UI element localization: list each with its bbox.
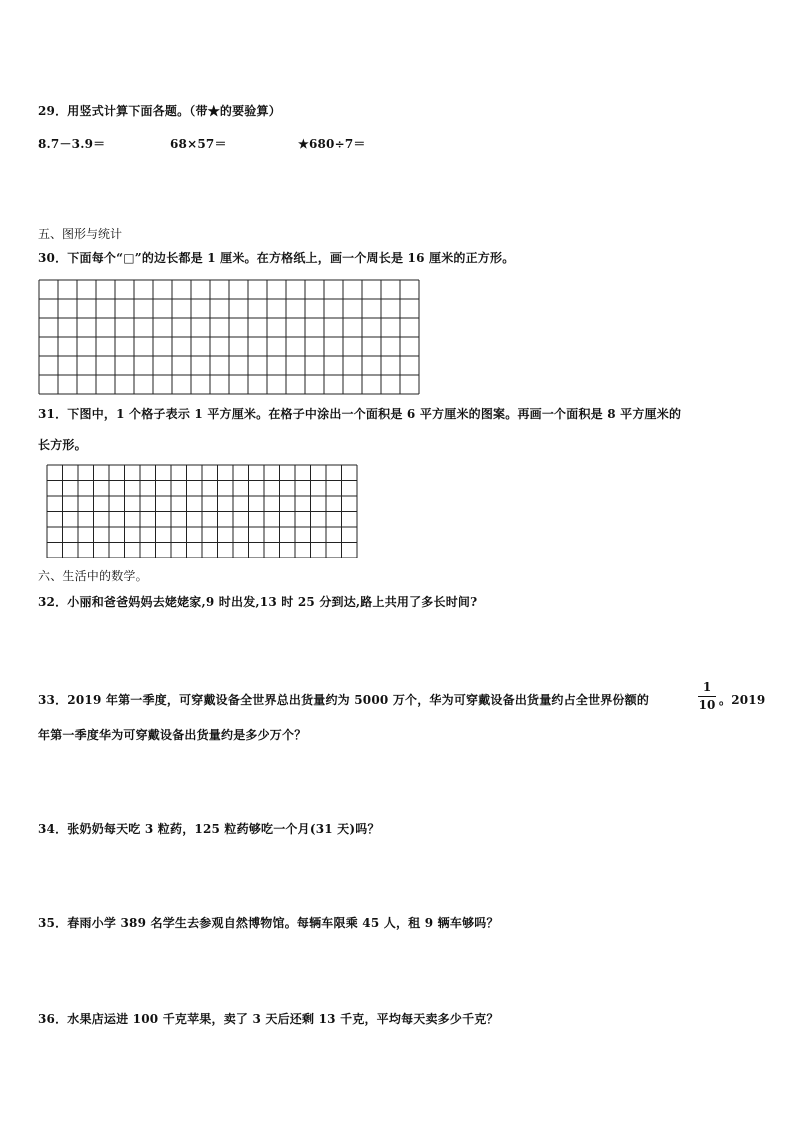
q30-square-grid <box>38 279 420 395</box>
q35-text: 35．春雨小学 389 名学生去参观自然博物馆。每辆车限乘 45 人，租 9 辆车够吗？ <box>38 916 499 930</box>
q32-text: 32．小丽和爸爸妈妈去姥姥家,9 时出发,13 时 25 分到达,路上共用了多长时间? <box>38 595 478 609</box>
q33-line2: 年第一季度华为可穿戴设备出货量约是多少万个？ <box>38 728 307 742</box>
q29-item-2: 68×57＝ <box>170 137 227 151</box>
q29-item-3: ★680÷7＝ <box>298 137 366 151</box>
q31-title-line2: 长方形。 <box>38 438 87 452</box>
q30-title: 30．下面每个“□”的边长都是 1 厘米。在方格纸上，画一个周长是 16 厘米的正方形。 <box>38 251 515 265</box>
q33-line1-end: 。2019 <box>719 693 766 707</box>
q36-text: 36．水果店运进 100 千克苹果，卖了 3 天后还剩 13 千克，平均每天卖多少千克？ <box>38 1012 499 1026</box>
fraction-denominator: 10 <box>698 698 716 712</box>
q29-item-1: 8.7－3.9＝ <box>38 137 106 151</box>
section-5-heading: 五、图形与统计 <box>38 227 123 241</box>
fraction-bar <box>698 696 716 697</box>
q33-fraction <box>697 681 717 712</box>
q31-square-grid <box>46 464 364 558</box>
q29-title: 29．用竖式计算下面各题。（带★的要验算） <box>38 104 281 118</box>
fraction-numerator: 1 <box>702 680 712 694</box>
q33-line1-start: 33．2019 年第一季度，可穿戴设备全世界总出货量约为 5000 万个，华为可穿戴设备出货量约占全世界份额的 <box>38 693 650 707</box>
section-6-heading: 六、生活中的数学。 <box>38 569 148 583</box>
q31-title-line1: 31．下图中，1 个格子表示 1 平方厘米。在格子中涂出一个面积是 6 平方厘米的图案。再画一个面积是 8 平方厘米的 <box>38 407 682 421</box>
q34-text: 34．张奶奶每天吃 3 粒药，125 粒药够吃一个月(31 天)吗？ <box>38 822 380 836</box>
